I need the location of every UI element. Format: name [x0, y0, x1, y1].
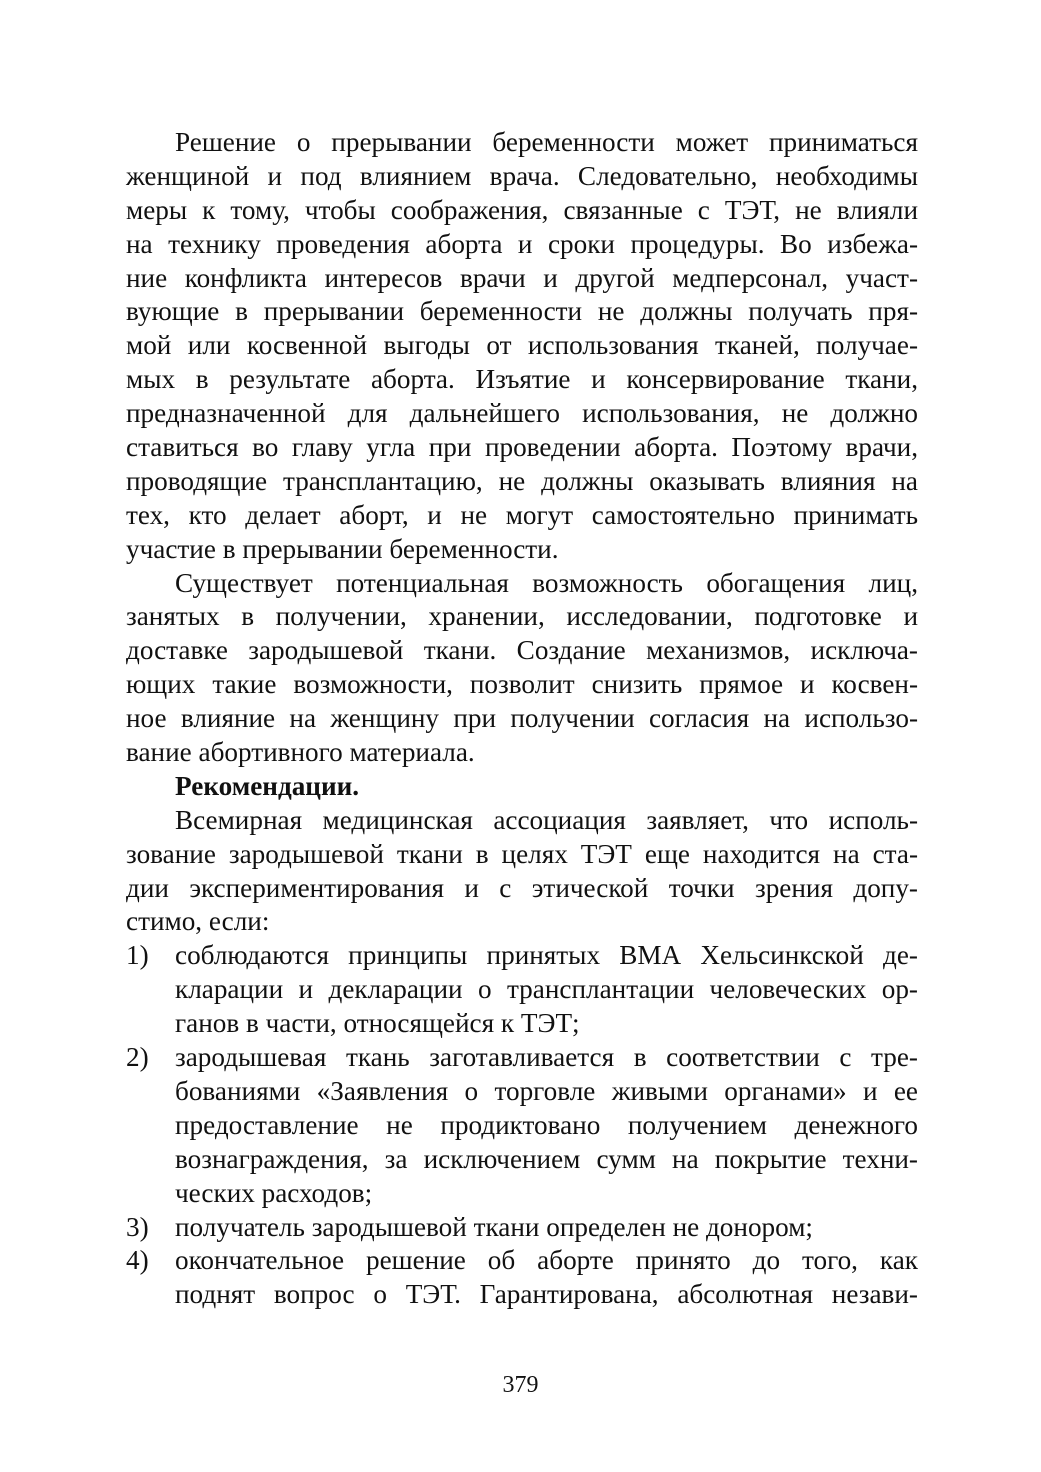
page-number: 379	[502, 1372, 539, 1398]
text-line: соблюдаются принципы принятых ВМА Хельсинкской де-	[175, 940, 918, 971]
text-line: ставиться во главу угла при проведении аборта. Поэтому врачи,	[126, 432, 918, 463]
section-heading: Рекомендации.	[175, 770, 360, 801]
text-line: ганов в части, относящейся к ТЭТ;	[175, 1008, 580, 1039]
list-item-number: 2)	[126, 1042, 149, 1073]
list-item-number: 1)	[126, 940, 149, 971]
text-line: вознаграждения, за исключением сумм на покрытие техни-	[175, 1143, 918, 1174]
text-line: вующие в прерывании беременности не должны получать пря-	[126, 296, 918, 327]
page-body	[126, 126, 918, 1312]
text-line: зародышевая ткань заготавливается в соответствии с тре-	[175, 1042, 918, 1073]
text-line: бованиями «Заявления о торговле живыми органами» и ее	[175, 1075, 918, 1106]
recommendation-intro	[126, 804, 918, 940]
text-line: предоставление не продиктовано получением денежного	[175, 1109, 918, 1140]
text-line: ющих такие возможности, позволит снизить прямое и косвен-	[126, 669, 918, 700]
paragraph-1	[126, 126, 918, 567]
text-line: меры к тому, чтобы соображения, связанные с ТЭТ, не влияли	[126, 194, 918, 225]
text-line: стимо, если:	[126, 906, 270, 937]
text-line: проводящие трансплантацию, не должны оказывать влияния на	[126, 465, 918, 496]
text-line: участие в прерывании беременности.	[126, 533, 559, 564]
text-line: Существует потенциальная возможность обогащения лиц,	[175, 567, 918, 598]
text-line: кларации и декларации о трансплантации человеческих ор-	[175, 974, 918, 1005]
text-line: окончательное решение об аборте принято до того, как	[175, 1245, 918, 1276]
text-line: получатель зародышевой ткани определен не донором;	[175, 1211, 813, 1242]
list-item-number: 4)	[126, 1245, 149, 1276]
text-line: вание абортивного материала.	[126, 737, 475, 768]
text-line: дии экспериментирования и с этической точки зрения допу-	[126, 872, 918, 903]
text-line: Всемирная медицинская ассоциация заявляет, что исполь-	[175, 804, 918, 835]
text-line: ние конфликта интересов врачи и другой медперсонал, участ-	[126, 262, 918, 293]
text-line: мых в результате аборта. Изъятие и консервирование ткани,	[126, 364, 918, 395]
text-line: мой или косвенной выгоды от использования тканей, получае-	[126, 330, 918, 361]
list-item	[126, 1041, 918, 1210]
list-item	[126, 939, 918, 1041]
text-line: занятых в получении, хранении, исследовании, подготовке и	[126, 601, 918, 632]
text-line: ческих расходов;	[175, 1177, 373, 1208]
text-line: предназначенной для дальнейшего использования, не должно	[126, 398, 918, 429]
paragraph-2	[126, 567, 918, 770]
text-line: ное влияние на женщину при получении согласия на использо-	[126, 703, 918, 734]
text-line: Решение о прерывании беременности может приниматься	[175, 127, 918, 157]
text-line: поднят вопрос о ТЭТ. Гарантирована, абсолютная незави-	[175, 1279, 918, 1310]
list-item-number: 3)	[126, 1211, 149, 1242]
list-item	[126, 1211, 918, 1245]
text-line: на технику проведения аборта и сроки процедуры. Во избежа-	[126, 228, 918, 259]
text-line: доставке зародышевой ткани. Создание механизмов, исключа-	[126, 635, 918, 666]
text-line: женщиной и под влиянием врача. Следовательно, необходимы	[126, 160, 918, 191]
text-line: зование зародышевой ткани в целях ТЭТ еще находится на ста-	[126, 838, 918, 869]
list-item	[126, 1244, 918, 1312]
text-line: тех, кто делает аборт, и не могут самостоятельно принимать	[126, 499, 918, 530]
